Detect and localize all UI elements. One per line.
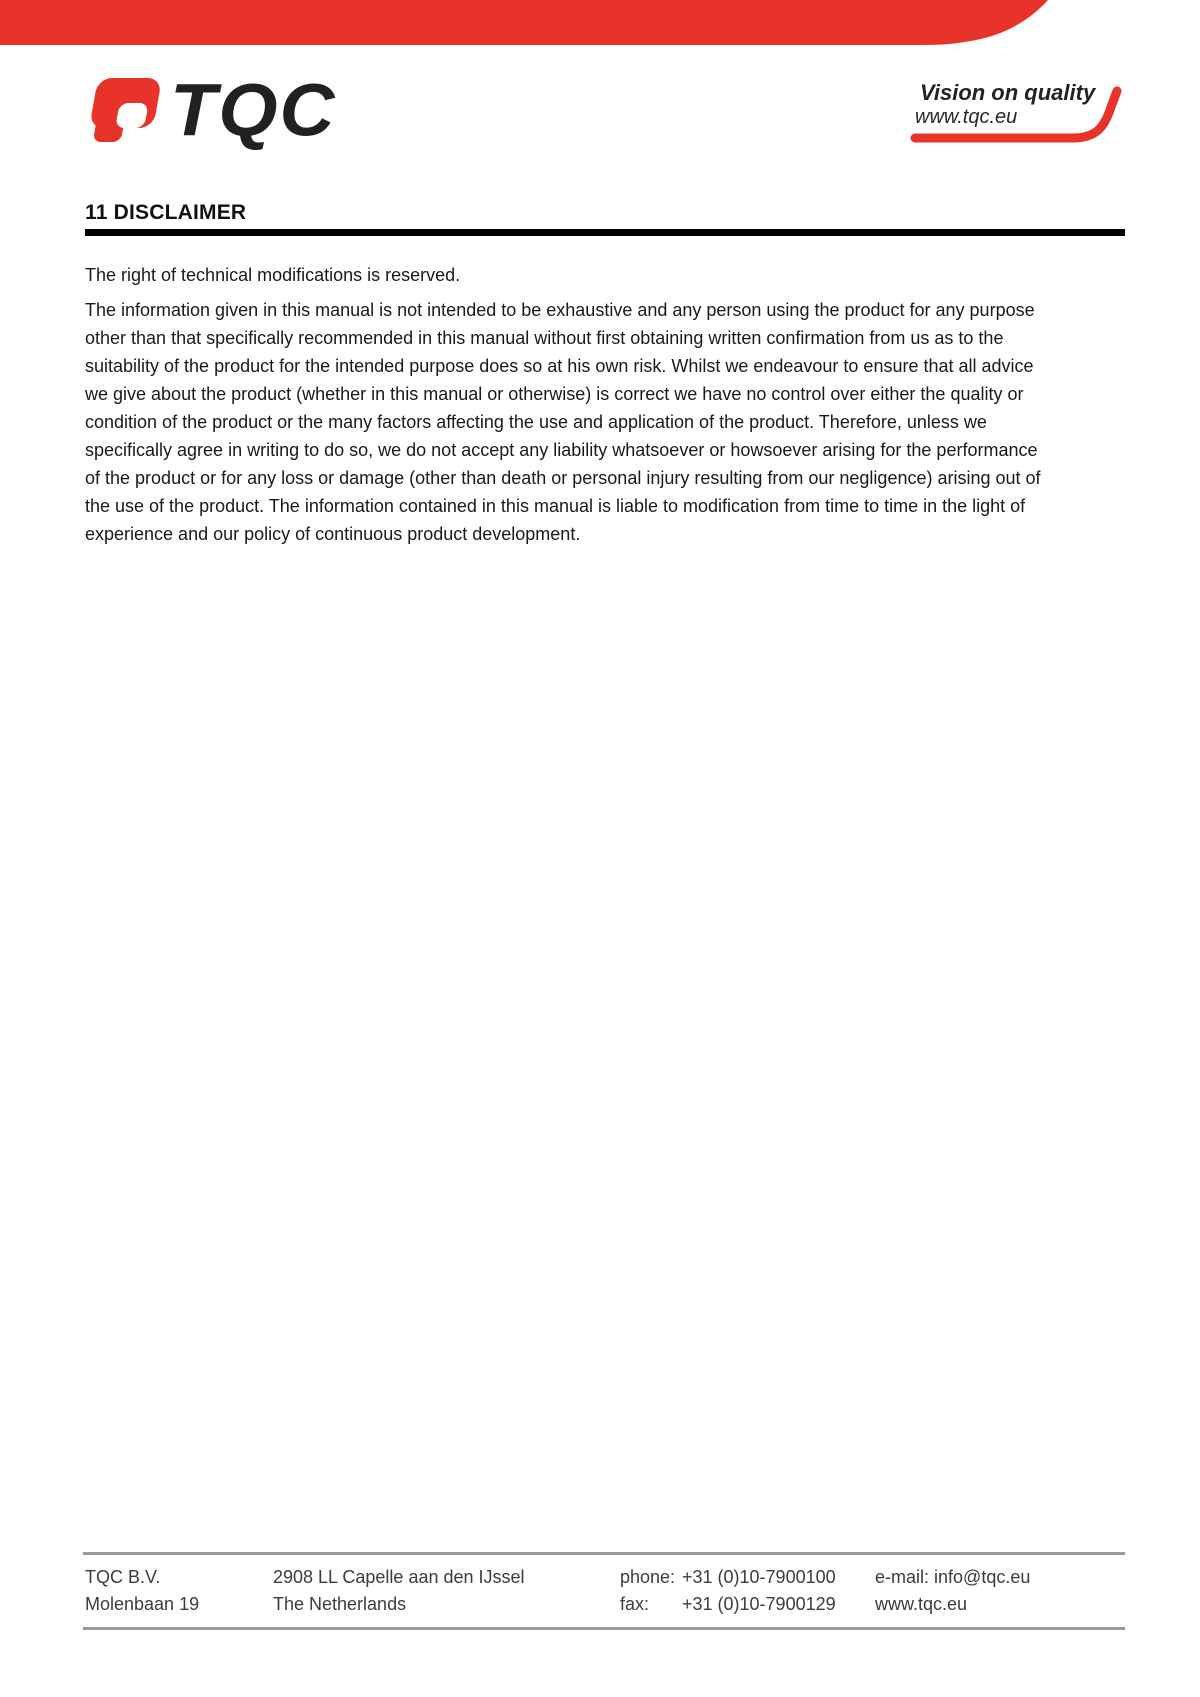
footer-phone-number: +31 (0)10-7900100: [682, 1567, 836, 1587]
footer-email-label: e-mail:: [875, 1567, 930, 1587]
footer-email-web: [875, 1564, 1030, 1618]
tagline-url-text: www.tqc.eu: [915, 106, 1018, 128]
heading-rule: [85, 229, 1125, 236]
footer-phone-label: phone:: [620, 1567, 676, 1587]
footer-email-value: info@tqc.eu: [934, 1567, 1031, 1587]
footer-company-name: TQC B.V.: [85, 1567, 161, 1587]
footer-company-address: [85, 1564, 199, 1618]
footer-email-row: [875, 1564, 1030, 1591]
footer-bottom-rule: [83, 1627, 1125, 1630]
footer-fax-number: +31 (0)10-7900129: [682, 1594, 836, 1614]
footer-country: The Netherlands: [273, 1594, 407, 1614]
footer-fax-label: fax:: [620, 1594, 650, 1614]
footer-city-country: [273, 1564, 525, 1618]
section-heading: 11 DISCLAIMER: [85, 201, 247, 224]
footer-fax-row: [620, 1591, 836, 1618]
footer-postal-city: 2908 LL Capelle aan den IJssel: [273, 1567, 525, 1587]
tqc-logo: [84, 68, 337, 153]
red-swoosh-icon: [903, 80, 1143, 150]
intro-sentence: The right of technical modifications is reserved.: [85, 265, 461, 285]
tqc-logo-mark-icon: [84, 76, 162, 152]
footer-phone-fax: [620, 1564, 836, 1618]
footer-phone-row: [620, 1564, 836, 1591]
tagline-block: [903, 80, 1143, 150]
top-red-banner-shape: [0, 0, 1200, 48]
disclaimer-paragraph: The information given in this manual is not intended to be exhaustive and any person using the product for any purpose other than that specifically recommended in this manual without first obtaining written confirmation from us as to the suitability of the product for the intended purpose does so at his own risk. Whilst we endeavour to ensure that all advice we give about the product (whether in this manual or otherwise) is correct we have no control over either the quality or condition of the product or the many factors affecting the use and application of the product. Therefore, unless we specifically agree in writing to do so, we do not accept any liability whatsoever or howsoever arising for the performance of the product or for any loss or damage (other than death or personal injury resulting from our negligence) arising out of the use of the product. The information contained in this manual is liable to modification from time to time in the light of experience and our policy of continuous product development.: [85, 300, 1041, 544]
tagline-text: Vision on quality: [920, 80, 1096, 105]
footer-street: Molenbaan 19: [85, 1594, 200, 1614]
tqc-logo-text: TQC: [170, 68, 337, 153]
footer-website: www.tqc.eu: [875, 1594, 968, 1614]
footer-top-rule: [83, 1552, 1125, 1555]
